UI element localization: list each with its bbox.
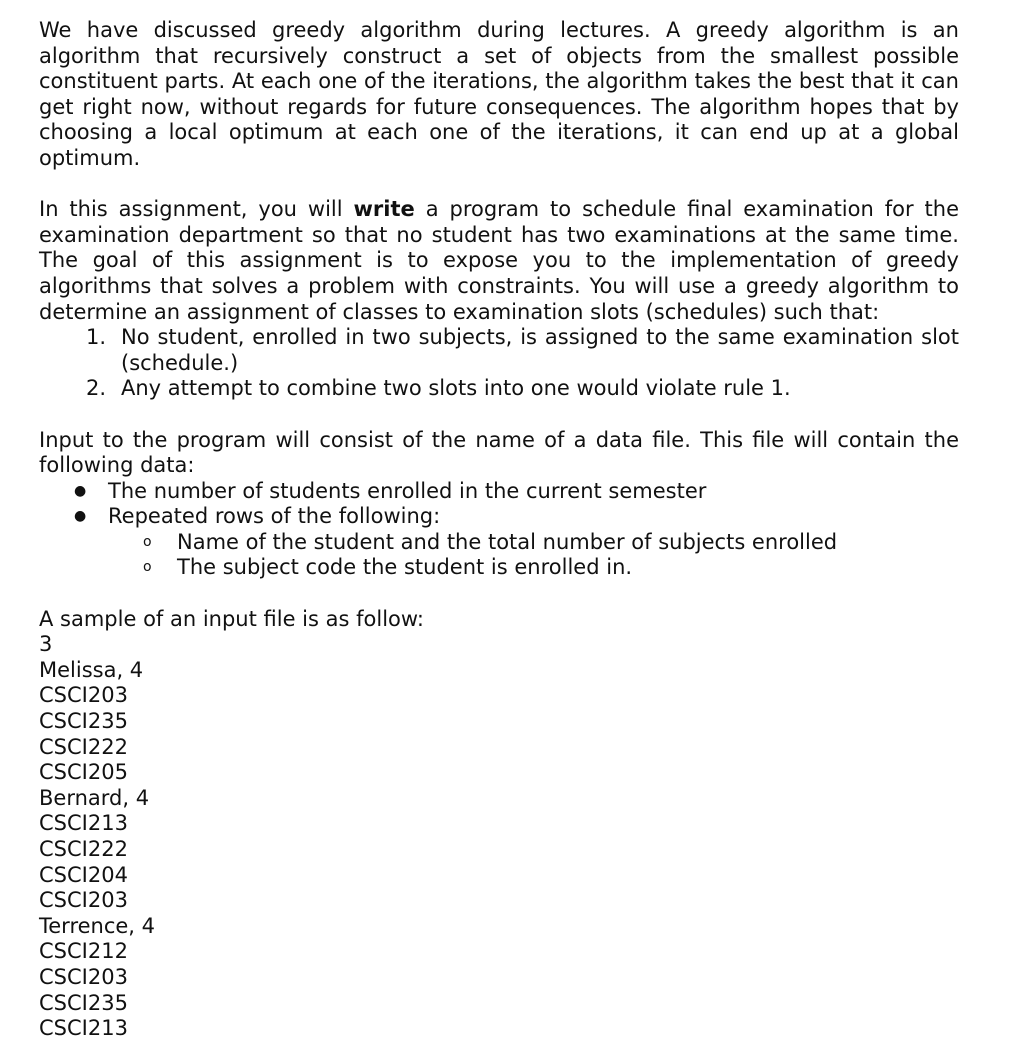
rules-list	[39, 325, 959, 402]
list-item	[74, 504, 959, 581]
bullet-icon: ●	[74, 482, 87, 499]
sample-line: CSCI213	[39, 1016, 128, 1041]
sub-list-item-text: The subject code the student is enrolled in.	[177, 555, 633, 580]
sample-line: CSCI203	[39, 683, 128, 708]
input-paragraph: Input to the program will consist of the name of a data file. This file will contain the following data:	[39, 427, 959, 478]
intro-paragraph: We have discussed greedy algorithm during lectures. A greedy algorithm is an algorithm that recursively construct a set of objects from the smallest possible constituent parts. At each one of the iterations, the algorithm takes the best that it can get right now, without regards for future consequences. The algorithm hopes that by choosing a local optimum at each one of the iterations, it can end up at a global optimum.	[39, 18, 959, 170]
rule-item	[86, 325, 959, 376]
assignment-text-after: a program to schedule final examination for the examination department so that no student has two examinations at the same time. The goal of this assignment is to expose you to the implementation of greedy algorithms that solves a problem with constraints. You will use a greedy algorithm to determine an assignment of classes to examination slots (schedules) such that:	[39, 197, 959, 324]
sample-line: CSCI212	[39, 939, 128, 964]
sub-list-item-text: Name of the student and the total number of subjects enrolled	[177, 529, 838, 554]
write-emphasis: write	[353, 197, 415, 222]
sample-line: 3	[39, 632, 53, 657]
sub-list	[108, 530, 959, 581]
circle-bullet-icon: o	[143, 533, 152, 550]
sample-line: CSCI222	[39, 734, 128, 759]
sample-line: Terrence, 4	[39, 913, 156, 938]
sample-line: CSCI203	[39, 964, 128, 989]
list-item	[74, 478, 959, 505]
sample-line: CSCI235	[39, 990, 128, 1015]
sample-line: Bernard, 4	[39, 785, 150, 810]
sub-list-item	[143, 555, 959, 581]
sample-intro: A sample of an input file is as follow:	[39, 606, 424, 631]
sample-input-file	[39, 632, 959, 1042]
sample-line: CSCI213	[39, 811, 128, 836]
sample-line: CSCI204	[39, 862, 128, 887]
paragraph-gap	[39, 581, 959, 607]
rule-number: 2.	[86, 376, 107, 401]
bullet-icon: ●	[74, 508, 87, 525]
assignment-text-before: In this assignment, you will	[39, 197, 354, 222]
sample-line: CSCI205	[39, 760, 128, 785]
list-item-text: Repeated rows of the following:	[108, 504, 441, 529]
rule-text: Any attempt to combine two slots into one would violate rule 1.	[121, 376, 791, 401]
sub-list-item	[143, 529, 959, 556]
rule-text: No student, enrolled in two subjects, is assigned to the same examination slot (schedule.)	[121, 325, 959, 375]
circle-bullet-icon: o	[143, 559, 152, 576]
document-body	[39, 18, 959, 1042]
sample-line: CSCI203	[39, 888, 128, 913]
sample-line: Melissa, 4	[39, 657, 144, 682]
sample-line: CSCI222	[39, 837, 128, 861]
rule-number: 1.	[86, 325, 107, 350]
assignment-paragraph	[39, 197, 959, 325]
input-data-list	[39, 479, 959, 581]
paragraph-gap	[39, 172, 959, 198]
list-item-text: The number of students enrolled in the current semester	[108, 478, 707, 503]
sample-line: CSCI235	[39, 709, 128, 734]
rule-item	[86, 376, 959, 402]
paragraph-gap	[39, 402, 959, 428]
